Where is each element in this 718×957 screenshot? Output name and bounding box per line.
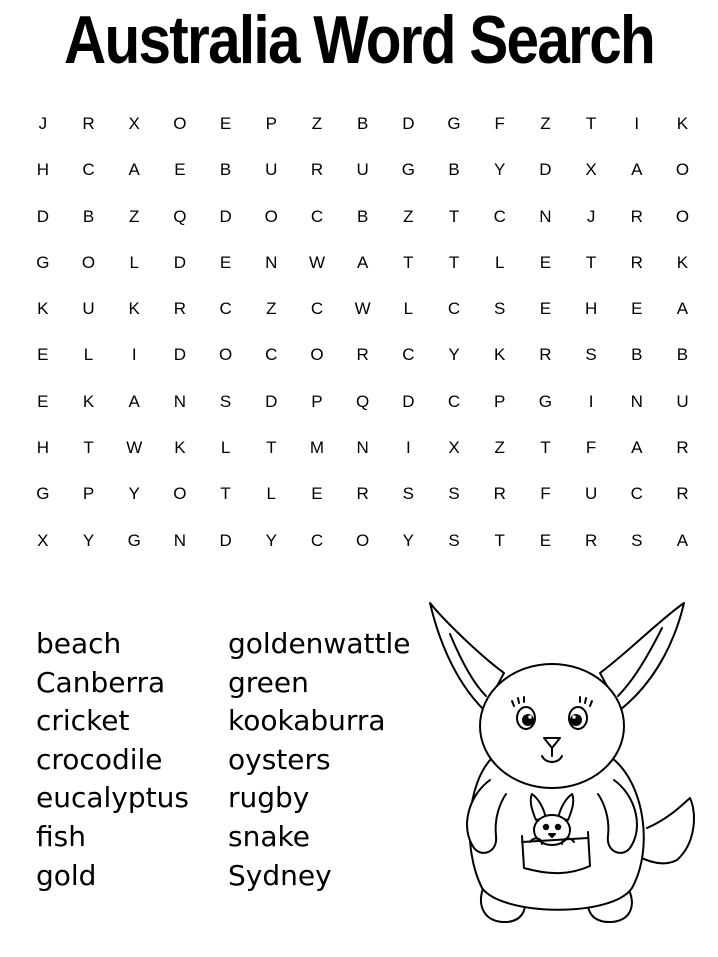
grid-letter: K xyxy=(37,299,49,319)
grid-letter: A xyxy=(676,299,689,319)
grid-letter: Z xyxy=(311,114,323,133)
grid-letter: T xyxy=(403,252,414,272)
grid-letter: J xyxy=(38,114,48,133)
grid-letter: A xyxy=(676,530,689,550)
grid-letter: W xyxy=(308,252,325,272)
grid-letter: D xyxy=(219,206,232,226)
grid-letter: N xyxy=(356,438,369,458)
grid-letter: C xyxy=(402,345,415,365)
grid-letter: E xyxy=(37,345,49,365)
grid-letter: B xyxy=(631,345,643,365)
grid-letter: I xyxy=(405,438,411,458)
grid-letter: O xyxy=(81,252,96,272)
grid-letter: K xyxy=(494,345,506,365)
grid-letter: F xyxy=(540,484,551,504)
grid-letter: B xyxy=(448,160,460,180)
grid-letter: T xyxy=(83,438,94,458)
grid-letter: P xyxy=(82,484,95,504)
grid-letter: N xyxy=(173,391,187,411)
grid-row xyxy=(20,101,705,147)
grid-letter: N xyxy=(630,391,643,411)
grid-letter: Y xyxy=(402,530,415,550)
grid-letter: O xyxy=(264,206,278,226)
grid-letter: K xyxy=(676,114,689,133)
grid-letter: X xyxy=(448,438,460,458)
grid-letter: R xyxy=(630,206,643,226)
grid-letter: G xyxy=(36,252,50,272)
grid-letter: L xyxy=(129,252,139,272)
grid-letter: U xyxy=(82,299,95,319)
grid-letter: C xyxy=(310,299,324,319)
grid-letter: D xyxy=(173,345,187,365)
grid-letter: R xyxy=(310,160,324,180)
grid-row xyxy=(20,425,705,471)
grid-row xyxy=(20,286,705,332)
grid-letter: N xyxy=(539,206,552,226)
letter-grid xyxy=(20,101,705,564)
grid-letter: X xyxy=(585,160,597,180)
grid-letter: O xyxy=(218,345,233,365)
grid-letter: E xyxy=(219,114,232,133)
grid-letter: O xyxy=(356,530,370,550)
grid-letter: R xyxy=(356,345,369,365)
grid-letter: R xyxy=(173,299,187,319)
grid-letter: S xyxy=(631,530,643,550)
grid-letter: N xyxy=(265,252,278,272)
grid-letter: E xyxy=(311,484,323,504)
grid-letter: S xyxy=(448,484,460,504)
grid-letter: B xyxy=(219,160,232,180)
grid-letter: S xyxy=(448,530,460,550)
grid-letter: T xyxy=(220,484,231,504)
grid-letter: K xyxy=(174,438,186,458)
grid-letter: L xyxy=(403,299,414,319)
word-list-item: fish xyxy=(36,819,86,853)
grid-letter: D xyxy=(219,530,232,550)
grid-letter: X xyxy=(128,114,140,133)
grid-letter: A xyxy=(128,160,140,180)
grid-letter: H xyxy=(36,438,49,458)
grid-letter: L xyxy=(266,484,277,504)
grid-letter: G xyxy=(401,160,415,180)
grid-letter: C xyxy=(447,391,461,411)
grid-letter: P xyxy=(311,391,323,411)
grid-letter: E xyxy=(539,530,552,550)
grid-letter: U xyxy=(356,160,369,180)
grid-letter: Z xyxy=(540,114,551,133)
page-title: Australia Word Search xyxy=(63,2,655,78)
grid-letter: B xyxy=(82,206,95,226)
grid-letter: W xyxy=(126,438,143,458)
grid-letter: R xyxy=(676,438,689,458)
grid-letter: K xyxy=(128,299,140,319)
grid-letter: A xyxy=(631,160,643,180)
grid-letter: B xyxy=(676,345,689,365)
grid-letter: C xyxy=(265,345,278,365)
grid-letter: O xyxy=(675,160,690,180)
grid-letter: T xyxy=(448,206,460,226)
grid-letter: C xyxy=(447,299,461,319)
grid-letter: C xyxy=(82,160,95,180)
grid-letter: G xyxy=(538,391,553,411)
grid-letter: I xyxy=(634,114,640,133)
grid-letter: O xyxy=(173,484,187,504)
word-list-item: Sydney xyxy=(228,858,332,892)
word-list-column-1 xyxy=(36,625,189,895)
grid-row xyxy=(20,471,705,517)
grid-letter: Y xyxy=(82,530,95,550)
grid-letter: A xyxy=(128,391,140,411)
grid-letter: Y xyxy=(494,160,506,180)
grid-letter: D xyxy=(36,206,49,226)
grid-letter: D xyxy=(402,114,415,133)
grid-letter: P xyxy=(494,391,506,411)
grid-letter: C xyxy=(630,484,643,504)
grid-letter: A xyxy=(631,438,643,458)
grid-letter: R xyxy=(630,252,643,272)
grid-letter: S xyxy=(494,299,506,319)
grid-letter: W xyxy=(354,299,371,319)
grid-letter: R xyxy=(539,345,552,365)
grid-letter: C xyxy=(310,206,324,226)
grid-letter: E xyxy=(174,160,186,180)
grid-letter: A xyxy=(356,252,369,272)
grid-letter: Z xyxy=(403,206,414,226)
word-list-item: gold xyxy=(36,858,97,892)
grid-letter: E xyxy=(219,252,232,272)
grid-letter: E xyxy=(631,299,643,319)
grid-letter: R xyxy=(82,114,95,133)
grid-letter: U xyxy=(676,391,689,411)
head-shape xyxy=(480,664,624,788)
grid-row xyxy=(20,332,705,378)
word-list-item: rugby xyxy=(228,781,310,815)
grid-letter: T xyxy=(585,252,597,272)
word-list-item: oysters xyxy=(228,742,331,776)
grid-letter: M xyxy=(309,438,325,458)
grid-letter: I xyxy=(131,345,137,365)
grid-letter: T xyxy=(266,438,277,458)
grid-letter: S xyxy=(219,391,232,411)
grid-letter: N xyxy=(173,530,187,550)
grid-letter: T xyxy=(585,114,597,133)
word-list-item: goldenwattle xyxy=(228,627,411,660)
word-list-item: cricket xyxy=(36,704,130,738)
grid-letter: P xyxy=(265,114,277,133)
grid-letter: Y xyxy=(265,530,277,550)
grid-letter: T xyxy=(540,438,551,458)
grid-row xyxy=(20,240,705,286)
grid-letter: U xyxy=(584,484,598,504)
grid-letter: Y xyxy=(448,345,460,365)
grid-letter: S xyxy=(585,345,597,365)
grid-letter: Z xyxy=(129,206,140,226)
grid-letter: U xyxy=(265,160,278,180)
word-list-item: eucalyptus xyxy=(36,781,189,815)
grid-letter: S xyxy=(402,484,415,504)
grid-letter: L xyxy=(494,252,505,272)
grid-row xyxy=(20,518,705,564)
kangaroo-illustration xyxy=(422,598,712,938)
grid-letter: Z xyxy=(494,438,505,458)
grid-letter: H xyxy=(36,160,49,180)
word-list-column-2 xyxy=(228,625,410,895)
grid-letter: X xyxy=(37,530,49,550)
grid-letter: L xyxy=(83,345,94,365)
word-list-item: kookaburra xyxy=(228,704,386,738)
word-list-item: snake xyxy=(228,819,310,853)
grid-letter: T xyxy=(448,252,460,272)
grid-letter: Q xyxy=(173,206,187,226)
grid-letter: F xyxy=(585,438,597,458)
grid-row xyxy=(20,379,705,425)
grid-letter: E xyxy=(539,299,552,319)
grid-letter: J xyxy=(586,206,596,226)
grid-letter: T xyxy=(494,530,505,550)
grid-letter: C xyxy=(219,299,232,319)
grid-letter: O xyxy=(675,206,690,226)
grid-letter: C xyxy=(310,530,324,550)
grid-letter: Q xyxy=(356,391,370,411)
grid-letter: R xyxy=(493,484,506,504)
grid-letter: O xyxy=(310,345,324,365)
grid-row xyxy=(20,194,705,240)
grid-letter: O xyxy=(173,114,187,133)
grid-row xyxy=(20,147,705,193)
word-list-item: Canberra xyxy=(36,665,166,699)
grid-letter: Y xyxy=(128,484,140,504)
grid-letter: F xyxy=(494,114,505,133)
grid-letter: H xyxy=(584,299,598,319)
grid-letter: I xyxy=(588,391,594,411)
grid-letter: C xyxy=(493,206,506,226)
word-list-item: green xyxy=(228,665,309,699)
grid-letter: R xyxy=(356,484,369,504)
grid-letter: E xyxy=(539,252,552,272)
grid-letter: L xyxy=(220,438,231,458)
grid-letter: B xyxy=(356,206,369,226)
grid-letter: D xyxy=(173,252,187,272)
grid-letter: R xyxy=(676,484,689,504)
grid-letter: G xyxy=(127,530,141,550)
grid-letter: E xyxy=(37,391,49,411)
word-list-item: crocodile xyxy=(36,742,163,776)
grid-letter: D xyxy=(402,391,415,411)
grid-letter: Z xyxy=(266,299,277,319)
grid-letter: K xyxy=(676,252,689,272)
word-list-item: beach xyxy=(36,627,122,660)
grid-letter: G xyxy=(447,114,461,133)
grid-letter: D xyxy=(539,160,552,180)
grid-letter: B xyxy=(356,114,369,133)
grid-letter: K xyxy=(82,391,95,411)
grid-letter: G xyxy=(36,484,50,504)
grid-letter: R xyxy=(584,530,598,550)
grid-letter: D xyxy=(265,391,278,411)
